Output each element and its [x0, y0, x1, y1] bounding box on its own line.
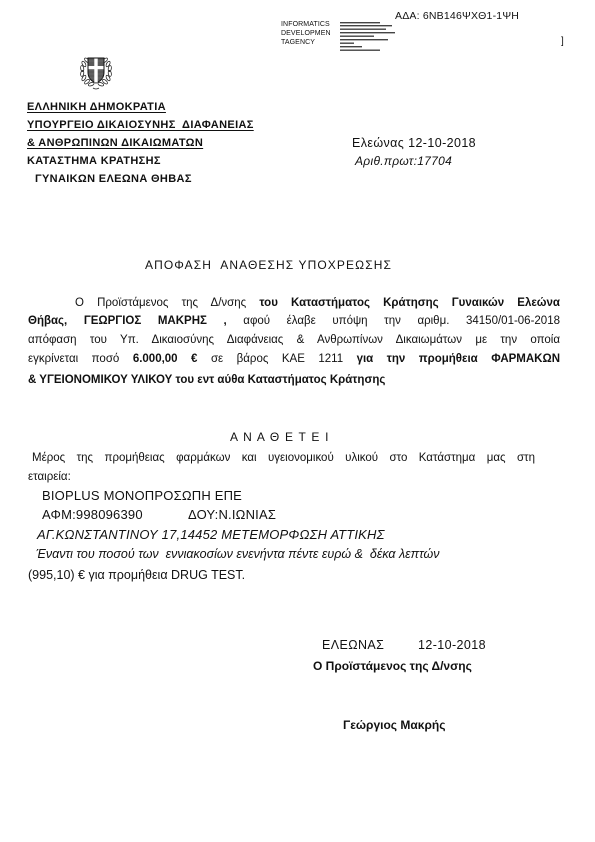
assignment-line	[32, 451, 535, 465]
preamble-text: αφού έλαβε υπόψη την αριθμ. 34150/01-06-2018	[226, 315, 560, 327]
agency-logo-line: TAGENCY	[281, 39, 316, 46]
preamble-line	[28, 352, 560, 366]
supplier-doy: ΔΟΥ:Ν.ΙΩΝΙΑΣ	[188, 507, 277, 522]
supplier-afm: ΑΦΜ:998096390	[42, 507, 143, 522]
agency-logo-line: INFORMATICS	[281, 21, 330, 28]
preamble-line	[28, 314, 560, 328]
header-line: ΓΥΝΑΙΚΩΝ ΕΛΕΩΝΑ ΘΗΒΑΣ	[35, 173, 192, 185]
preamble-line	[28, 373, 385, 387]
document-title: ΑΠΟΦΑΣΗ ΑΝΑΘΕΣΗΣ ΥΠΟΧΡΕΩΣΗΣ	[145, 258, 392, 272]
preamble-amount: 6.000,00 €	[132, 353, 198, 365]
preamble-text: σε βάρος ΚΑΕ 1211	[197, 353, 357, 365]
ada-code: ΑΔΑ: 6ΝΒ146ΨΧΘ1-1ΨΗ	[395, 10, 520, 22]
header-line: ΚΑΤΑΣΤΗΜΑ ΚΡΑΤΗΣΗΣ	[27, 155, 161, 167]
signatory-role: Ο Προϊστάμενος της Δ/νσης	[313, 659, 472, 673]
greek-coat-of-arms-icon	[79, 51, 113, 93]
decision-verb: Α Ν Α Θ Ε Τ Ε Ι	[230, 430, 330, 444]
signature-place: ΕΛΕΩΝΑΣ	[322, 638, 385, 652]
preamble-text-bold: του Καταστήματος Κράτησης Γυναικών Ελεώνα	[259, 297, 560, 309]
preamble-line	[75, 296, 560, 310]
document-date: Ελεώνας 12-10-2018	[352, 136, 477, 150]
assignment-text: Μέρος της προμήθειας φαρμάκων και υγειονομικού υλικού στο Κατάστημα μας στη	[32, 452, 535, 464]
supplier-name: BIOPLUS ΜΟΝΟΠΡΟΣΩΠΗ ΕΠΕ	[42, 488, 243, 503]
header-line: ΕΛΛΗΝΙΚΗ ΔΗΜΟΚΡΑΤΙΑ	[27, 101, 166, 113]
header-line: ΥΠΟΥΡΓΕΙΟ ΔΙΚΑΙΟΣΥΝΗΣ ΔΙΑΦΑΝΕΙΑΣ	[27, 119, 254, 131]
supplier-address: ΑΓ.ΚΩΝΣΤΑΝΤΙΝΟΥ 17,14452 ΜΕΤΕΜΟΡΦΩΣΗ ΑΤΤΙΚΗΣ	[37, 527, 385, 542]
header-line: & ΑΝΘΡΩΠΙΝΩΝ ΔΙΚΑΙΩΜΑΤΩΝ	[27, 137, 204, 149]
preamble-text: εγκρίνεται ποσό	[28, 353, 133, 365]
signature-date: 12-10-2018	[418, 638, 486, 652]
preamble-text-bold: Θήβας, ΓΕΩΡΓΙΟΣ ΜΑΚΡΗΣ ,	[28, 315, 227, 327]
signatory-name: Γεώργιος Μακρής	[343, 718, 446, 732]
preamble-text-bold: για την προμήθεια ΦΑΡΜΑΚΩΝ	[356, 353, 561, 365]
preamble-text-bold: & ΥΓΕΙΟΝΟΜΙΚΟΥ ΥΛΙΚΟΥ του εντ αύθα Καταστήματος Κράτησης	[28, 374, 386, 386]
amount-figure: (995,10) € για προμήθεια DRUG TEST.	[28, 568, 246, 582]
preamble-text: απόφαση του Υπ. Δικαιοσύνης Διαφάνειας & Ανθρωπίνων Δικαιωμάτων με την οποία	[28, 334, 560, 346]
protocol-number: Αριθ.πρωτ:17704	[355, 154, 453, 168]
assignment-line: εταιρεία:	[28, 471, 71, 483]
preamble-line	[28, 333, 560, 347]
preamble-text: Ο Προϊστάμενος της Δ/νσης	[75, 297, 260, 309]
agency-fine-print	[340, 21, 398, 53]
amount-words: Έναντι του ποσού των εννιακοσίων ενενήντα πέντε ευρώ & δέκα λεπτών	[36, 547, 440, 561]
corner-mark: ]	[561, 36, 564, 47]
agency-logo-line: DEVELOPMEN	[281, 30, 331, 37]
